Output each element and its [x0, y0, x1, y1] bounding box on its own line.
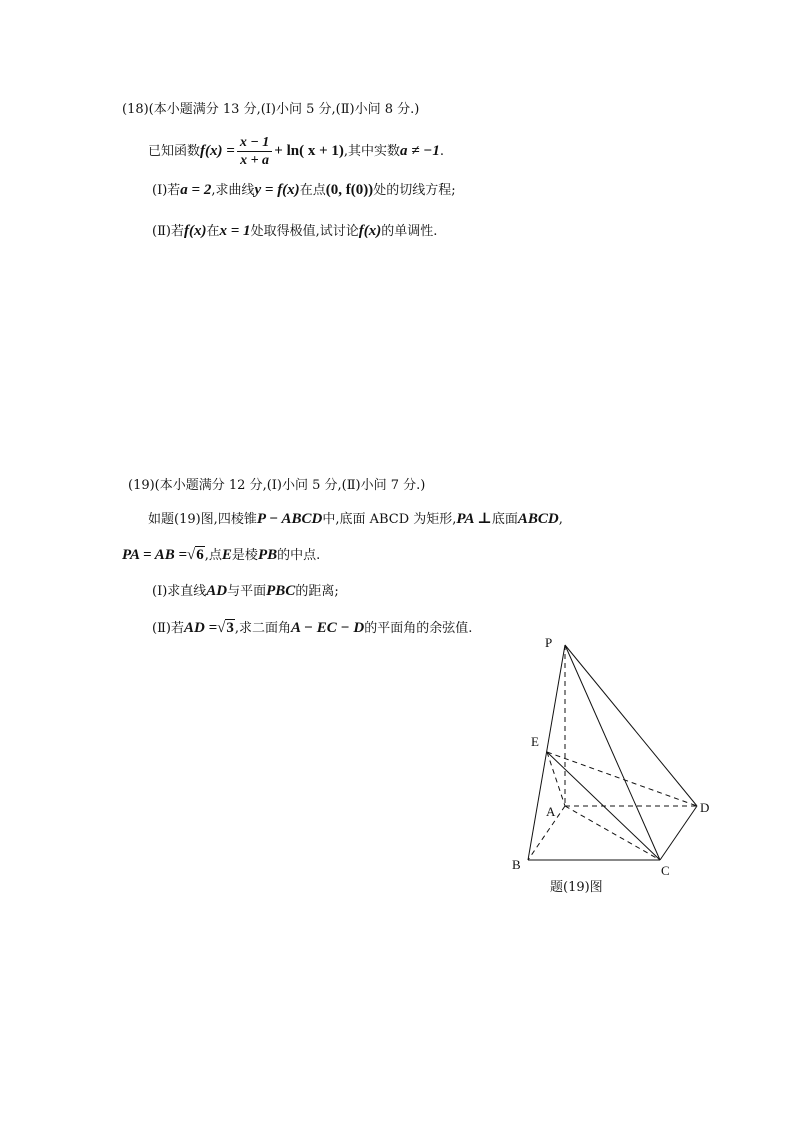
q19-l1-mid: 中,底面 ABCD 为矩形, — [322, 512, 457, 527]
q19-part1-end: 的距离; — [295, 584, 339, 599]
q19-l2-mid2: 是棱 — [231, 548, 258, 563]
q19-l2-eq: PA = AB = — [122, 547, 188, 563]
label-c: C — [661, 863, 670, 878]
q19-l1-end: , — [558, 512, 563, 527]
edge-pd — [565, 645, 697, 806]
label-e: E — [531, 734, 539, 749]
sqrt-sign-icon: √ — [187, 547, 196, 563]
edge-cd — [660, 806, 697, 860]
q18-intro-prefix: 已知函数 — [148, 144, 201, 159]
q18-part2-prefix: (Ⅱ)若 — [152, 224, 184, 239]
q19-part1-prefix: (Ⅰ)求直线 — [152, 584, 207, 599]
q18-header: (18)(本小题满分 13 分,(Ⅰ)小问 5 分,(Ⅱ)小问 8 分.) — [122, 102, 420, 117]
label-b: B — [512, 857, 521, 872]
label-p: P — [545, 635, 553, 650]
q19-part2-end: 的平面角的余弦值. — [364, 621, 473, 636]
q19-part1-mid: 与平面 — [227, 584, 267, 599]
q18-part1-point: (0, f(0)) — [325, 182, 374, 198]
q19-l2-sqrt-value: 6 — [196, 547, 204, 563]
q19-part1-ad: AD — [206, 583, 228, 599]
q18-part1-a: a = 2 — [180, 182, 212, 198]
label-a: A — [546, 804, 556, 819]
sqrt-sign-icon: √ — [217, 620, 226, 636]
q18-plus-ln: + ln( x + 1) — [274, 143, 344, 159]
q19-l1-pyramid: P − ABCD — [256, 511, 323, 527]
q19-l1-base: 底面 — [491, 512, 518, 527]
q18-part2-f2: f(x) — [358, 223, 382, 239]
q18-part2-mid: 处取得极值,试讨论 — [250, 224, 359, 239]
q19-part2-ad: AD = — [183, 620, 218, 636]
q19-l1-pa-perp: PA ⊥ — [456, 511, 492, 527]
q19-l2-end: 的中点. — [277, 548, 321, 563]
q19-part1-pbc: PBC — [266, 583, 296, 599]
q18-part1-mid: ,求曲线 — [211, 183, 255, 198]
q18-part1-at: 在点 — [299, 183, 326, 198]
q19-part2-sqrt-value: 3 — [226, 620, 234, 636]
q18-frac-den: x + a — [240, 153, 270, 168]
q19-header: (19)(本小题满分 12 分,(Ⅰ)小问 5 分,(Ⅱ)小问 7 分.) — [128, 478, 426, 493]
q18-intro-end: . — [439, 144, 445, 159]
label-d: D — [700, 800, 710, 815]
q19-l1-abcd: ABCD — [517, 511, 559, 527]
q19-part2-prefix: (Ⅱ)若 — [152, 621, 184, 636]
q18-f-lhs: f(x) = — [200, 143, 235, 159]
q18-part1-curve: y = f(x) — [254, 182, 300, 198]
figure-caption: 题(19)图 — [550, 880, 603, 895]
q19-l1-prefix: 如题(19)图,四棱锥 — [148, 512, 257, 527]
q18-cond: a ≠ −1 — [400, 143, 440, 159]
q18-frac-num: x − 1 — [237, 134, 272, 152]
q18-intro-mid: ,其中实数 — [343, 144, 401, 159]
q19-l2-mid: ,点 — [204, 548, 222, 563]
edge-pb — [528, 645, 565, 860]
q18-part1-end: 处的切线方程; — [373, 183, 456, 198]
q18-part2-end: 的单调性. — [381, 224, 438, 239]
q18-part2-at: 在 — [206, 224, 220, 239]
q18-part2-f: f(x) — [183, 223, 207, 239]
q19-l2-e: E — [221, 547, 232, 563]
q19-part2-mid: ,求二面角 — [234, 621, 291, 636]
edge-pc — [565, 645, 660, 860]
q18-part2-x: x = 1 — [219, 223, 251, 239]
q19-l2-pb: PB — [257, 547, 278, 563]
q19-part2-angle: A − EC − D — [291, 620, 365, 636]
q18-part1-prefix: (Ⅰ)若 — [152, 183, 181, 198]
